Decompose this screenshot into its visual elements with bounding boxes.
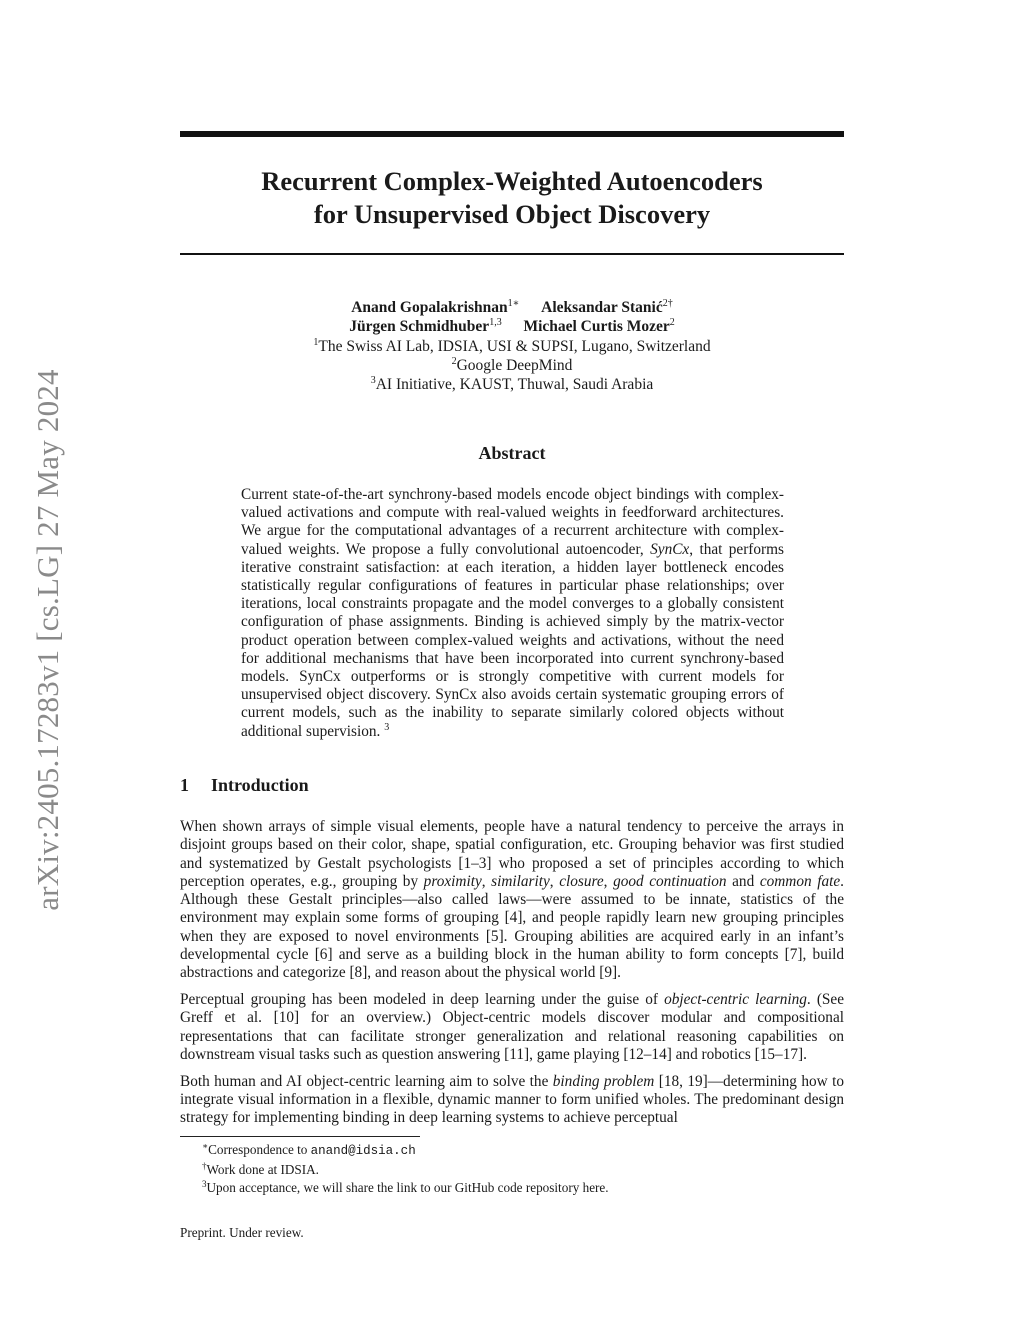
footnote-rule	[180, 1136, 420, 1137]
author-affiliation-mark: 2†	[662, 298, 673, 309]
abstract-part-2: , that performs iterative constraint satisfaction: at each iteration, a hidden layer bottleneck encodes statistically regular configurations of features in particular phase relationships; over iterations, local constraints propagate and the model converges to a globally consistent configuration of phase assignments. Binding is achieved simply by the matrix-vector product operation between complex-valued weights and activations, without the need for additional mechanisms that have been incorporated into current synchrony-based models. SynCx outperforms or is strongly competitive with current models for unsupervised object discovery. SynCx also avoids certain systematic grouping errors of current models, such as the inability to separate similarly colored objects without additional supervision.	[241, 540, 784, 740]
section-title: Introduction	[211, 775, 309, 795]
footnote-text: Work done at IDSIA.	[206, 1161, 319, 1177]
author-name: Jürgen Schmidhuber	[349, 318, 490, 336]
abstract-text	[241, 486, 784, 741]
footnote-mark: 3	[202, 1179, 207, 1190]
abstract-heading: Abstract	[478, 443, 546, 463]
abstract-part-1: Current state-of-the-art synchrony-based models encode object bindings with complex-valued activations and compute with real-valued weights in feedforward architectures. We argue for the computational advantages of a recurrent architecture with complex-valued weights. We propose a fully convolutional autoencoder,	[241, 486, 784, 558]
affiliation	[180, 337, 844, 356]
section-heading	[180, 775, 309, 796]
footnote-text: Correspondence to	[208, 1142, 311, 1157]
paragraph-text: [18, 19]—determining how to integrate visual information in a flexible, dynamic manner to form unified wholes. The predominant design strategy for implementing binding in deep learning systems to achieve perceptual	[180, 1072, 845, 1127]
paper-title	[180, 165, 844, 231]
author-row-1	[180, 298, 844, 317]
model-name-emphasis: SynCx	[650, 540, 690, 558]
email-link[interactable]: anand@idsia.ch	[310, 1144, 416, 1158]
author-affiliation-mark: 1∗	[507, 298, 520, 309]
affiliation-text: AI Initiative, KAUST, Thuwal, Saudi Arabia	[375, 376, 654, 394]
abstract-footnote-mark[interactable]: 3	[384, 721, 390, 733]
paragraph	[180, 818, 844, 983]
emphasis: object-centric learning	[664, 991, 807, 1009]
affiliation-mark: 1	[313, 336, 319, 348]
footnote-text: Upon acceptance, we will share the link to our GitHub code repository here.	[206, 1180, 609, 1196]
affiliation-text: Google DeepMind	[456, 356, 573, 374]
separator: ,	[481, 872, 492, 890]
footnotes	[180, 1141, 844, 1198]
section-number: 1	[180, 775, 189, 795]
footnote	[180, 1161, 844, 1180]
footnote	[180, 1141, 844, 1161]
paragraph-text: Both human and AI object-centric learning aim to solve the	[180, 1072, 553, 1090]
title-line-1: Recurrent Complex-Weighted Autoencoders	[261, 166, 763, 196]
paragraph-text: . (See Greff et al. [10] for an overview.) Object-centric models discover modular and compositional representations that can facilitate stronger generalization and relational reasoning capabilities on downstream visual tasks such as question answering [11], game playing [12–14] and robotics [15–17].	[180, 991, 844, 1064]
emphasis: binding problem	[552, 1072, 655, 1090]
paragraph	[180, 1073, 844, 1128]
author-row-2	[180, 317, 844, 336]
title-bottom-rule	[180, 253, 844, 255]
author-block	[180, 298, 844, 394]
paragraph-text: . Although these Gestalt principles—also called laws—were assumed to be innate, statistics of the environment may explain some forms of grouping [4], and people rapidly learn new grouping principles when they are exposed to novel environments [5]. Grouping abilities are acquired early in an infant’s developmental cycle [6] and serve as a building block in the human ability to form concepts [7], build abstractions and categorize [8], and reason about the physical world [9].	[180, 872, 844, 982]
author-affiliation-mark: 2	[669, 317, 675, 329]
separator: ,	[549, 872, 560, 890]
emphasis: proximity	[423, 872, 482, 890]
paragraph-text: Perceptual grouping has been modeled in deep learning under the guise of	[180, 991, 665, 1009]
author-name: Aleksandar Stanić	[541, 299, 663, 316]
emphasis: similarity	[491, 872, 550, 890]
emphasis: common fate	[759, 872, 841, 890]
paragraph	[180, 991, 844, 1064]
emphasis: closure	[559, 872, 604, 890]
preprint-note: Preprint. Under review.	[180, 1225, 304, 1240]
affiliation	[180, 356, 844, 375]
separator: and	[726, 872, 760, 890]
footnote-mark: †	[202, 1160, 207, 1171]
title-line-2: for Unsupervised Object Discovery	[313, 199, 711, 229]
title-top-rule	[180, 131, 844, 137]
affiliation-mark: 3	[370, 375, 376, 387]
emphasis: good continuation	[613, 872, 727, 890]
affiliation-mark: 2	[451, 355, 457, 367]
affiliation	[180, 375, 844, 394]
arxiv-identifier[interactable]: arXiv:2405.17283v1 [cs.LG] 27 May 2024	[30, 369, 65, 911]
separator: ,	[603, 872, 614, 890]
paragraph-text: When shown arrays of simple visual elements, people have a natural tendency to perceive the arrays in disjoint groups based on their color, shape, spatial configuration, etc. Grouping behavior was first studied and systematized by Gestalt psychologists [1–3] who proposed a set of principles according to which perception operates, e.g., grouping by	[180, 818, 844, 890]
author-name: Anand Gopalakrishnan	[351, 299, 508, 316]
author-affiliation-mark: 1,3	[489, 317, 502, 329]
footnote-mark: ∗	[202, 1141, 209, 1151]
introduction-body	[180, 818, 844, 1136]
affiliation-text: The Swiss AI Lab, IDSIA, USI & SUPSI, Lugano, Switzerland	[318, 337, 711, 355]
footnote	[180, 1179, 844, 1198]
author-name: Michael Curtis Mozer	[523, 318, 670, 336]
